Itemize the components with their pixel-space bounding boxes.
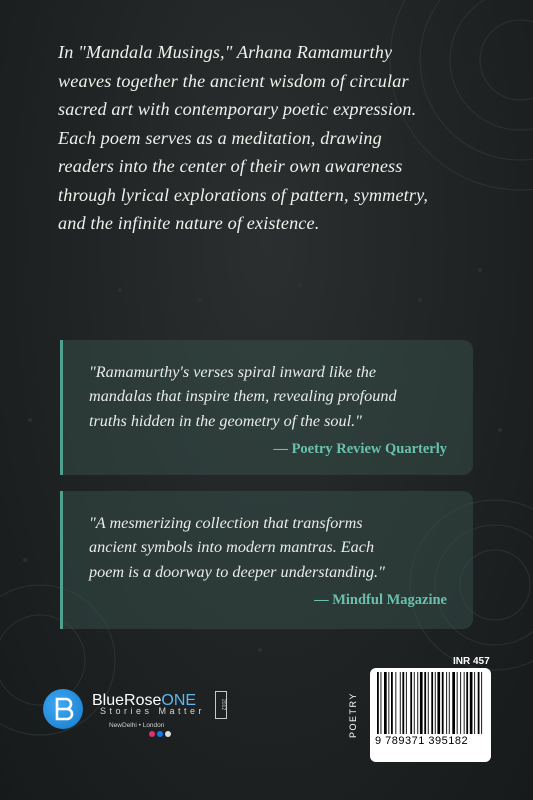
- barcode-bar: [474, 672, 475, 734]
- instagram-icon: [149, 731, 155, 737]
- publisher-tagline: Stories Matter: [100, 706, 206, 716]
- publisher-name-accent: ONE: [161, 692, 197, 709]
- review-quote-card: [60, 491, 473, 629]
- book-synopsis: [58, 38, 504, 238]
- review-quote-card: [60, 340, 473, 475]
- barcode-bar: [400, 672, 401, 734]
- barcode-bar: [437, 672, 440, 734]
- synopsis-line: sacred art with contemporary poetic expression.: [58, 99, 417, 119]
- publisher-logo-icon: [43, 689, 83, 729]
- barcode-bar: [410, 672, 412, 734]
- barcode-bar: [435, 672, 436, 734]
- synopsis-line: readers into the center of their own awareness: [58, 156, 403, 176]
- publisher-year-mark: 2012: [215, 691, 227, 719]
- x-icon: [165, 731, 171, 737]
- isbn-barcode: [370, 668, 491, 762]
- quote-line: ancient symbols into modern mantras. Each: [89, 538, 375, 557]
- publisher-website: www.BlueRoseOne.com: [378, 754, 470, 762]
- publisher-name-main: BlueRose: [92, 692, 162, 709]
- barcode-bar: [449, 672, 450, 734]
- quote-line: truths hidden in the geometry of the soul.": [89, 411, 362, 430]
- barcode-bar: [414, 672, 415, 734]
- barcode-bar: [406, 672, 407, 734]
- quote-line: poem is a doorway to deeper understanding.": [89, 562, 385, 581]
- barcode-bar: [417, 672, 418, 734]
- barcode-bar: [424, 672, 426, 734]
- barcode-bar: [384, 672, 387, 734]
- quote-line: mandalas that inspire them, revealing profound: [89, 387, 397, 406]
- barcode-bar: [457, 672, 458, 734]
- synopsis-line: and the infinite nature of existence.: [58, 213, 320, 233]
- barcode-bar: [466, 672, 468, 734]
- barcode-bar: [431, 672, 433, 734]
- genre-label: POETRY: [348, 692, 358, 738]
- barcode-bar: [388, 672, 389, 734]
- barcode-bar: [446, 672, 447, 734]
- barcode-bar: [464, 672, 465, 734]
- quote-line: "Ramamurthy's verses spiral inward like the: [89, 363, 377, 381]
- synopsis-line: In "Mandala Musings," Arhana Ramamurthy: [58, 42, 393, 62]
- barcode-bar: [381, 672, 382, 734]
- price-label: INR 457: [453, 656, 490, 667]
- review-attribution: — Poetry Review Quarterly: [273, 440, 447, 457]
- barcode-bar: [452, 672, 455, 734]
- synopsis-line: through lyrical explorations of pattern, symmetry,: [58, 184, 429, 205]
- review-attribution: — Mindful Magazine: [314, 591, 447, 608]
- review-quote-text: [89, 511, 447, 584]
- review-quote-text: [89, 360, 447, 433]
- barcode-bar: [481, 672, 482, 734]
- barcode-bar: [377, 672, 379, 734]
- barcode-bar: [460, 672, 461, 734]
- facebook-icon: [157, 731, 163, 737]
- barcode-bar: [420, 672, 423, 734]
- barcode-bar: [395, 672, 396, 734]
- isbn-digits: 9 789371 395182: [375, 735, 469, 747]
- synopsis-line: weaves together the ancient wisdom of circular: [58, 70, 409, 91]
- synopsis-line: Each poem serves as a meditation, drawing: [58, 127, 382, 148]
- publisher-cities: NewDelhi • London: [109, 722, 165, 729]
- publisher-social-icons: [149, 731, 171, 737]
- barcode-bar: [442, 672, 444, 734]
- barcode-bar: [478, 672, 480, 734]
- barcode-bar: [470, 672, 473, 734]
- barcode-bar: [402, 672, 404, 734]
- quote-line: "A mesmerizing collection that transforms: [89, 514, 363, 532]
- barcode-bars: [375, 672, 486, 734]
- barcode-bar: [391, 672, 393, 734]
- publisher-logo-block: [43, 689, 233, 749]
- barcode-bar: [428, 672, 429, 734]
